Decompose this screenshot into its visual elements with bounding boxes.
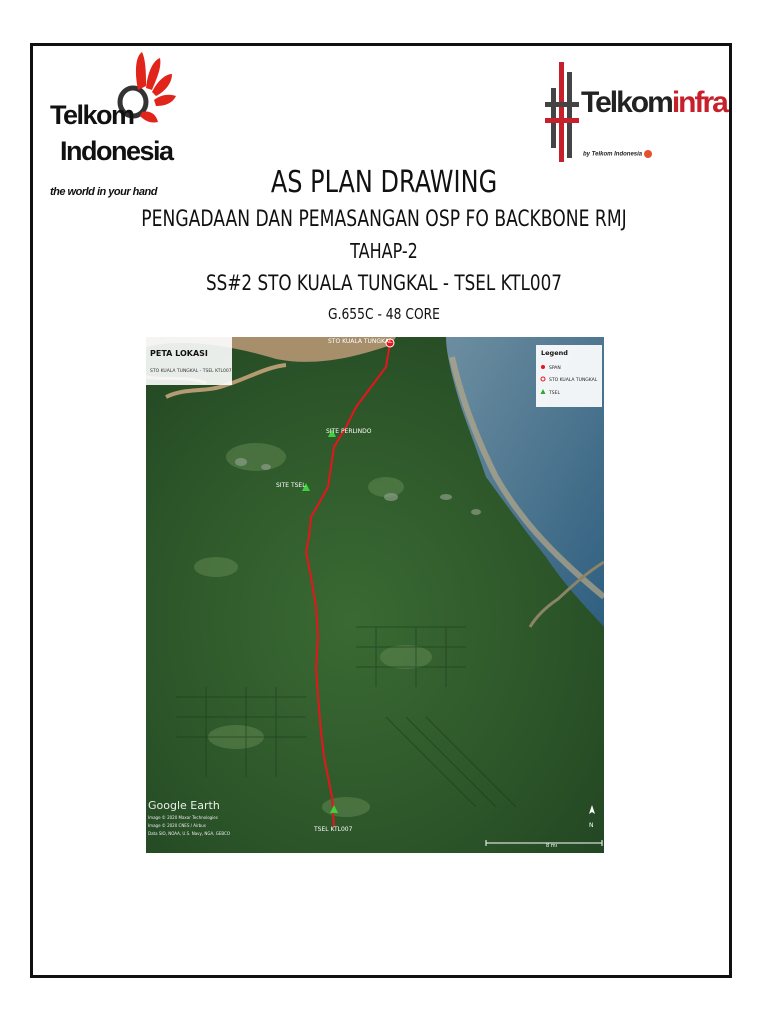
scale-label: 8 mi bbox=[546, 843, 558, 849]
infra-subtitle bbox=[583, 150, 652, 158]
infra-word-telkom: Telkom bbox=[581, 86, 672, 119]
label-site-perlindo: SITE PERLINDO bbox=[326, 428, 372, 435]
infra-dot-icon bbox=[644, 150, 652, 158]
legend-item-sto: STO KUALA TUNGKAL bbox=[549, 378, 598, 383]
legend-title: Legend bbox=[541, 349, 568, 357]
credit-line-1: Image © 2020 Maxar Technologies bbox=[148, 815, 218, 820]
location-map bbox=[146, 337, 604, 853]
map-panel-title: PETA LOKASI bbox=[150, 349, 208, 358]
legend-item-span: SPAN bbox=[549, 366, 561, 371]
logo-word-indonesia: Indonesia bbox=[60, 136, 173, 166]
project-stage: TAHAP-2 bbox=[350, 239, 418, 263]
logo-word-telkom: Telkom bbox=[50, 100, 134, 130]
map-info-panel bbox=[146, 337, 232, 385]
route-name: SS#2 STO KUALA TUNGKAL - TSEL KTL007 bbox=[206, 271, 562, 295]
logo-tagline: the world in your hand bbox=[50, 186, 157, 198]
telkom-infra-logo bbox=[545, 58, 735, 168]
infra-wordmark bbox=[581, 88, 727, 118]
label-sto: STO KUALA TUNGKAL bbox=[328, 338, 393, 345]
drawing-title: AS PLAN DRAWING bbox=[270, 165, 498, 200]
legend-span-icon bbox=[541, 365, 545, 369]
infra-bars-icon bbox=[545, 58, 581, 166]
cable-spec: G.655C - 48 CORE bbox=[328, 305, 440, 323]
north-label: N bbox=[589, 822, 594, 829]
infra-word-infra: infra bbox=[671, 86, 727, 119]
credit-line-3: Data SIO, NOAA, U.S. Navy, NGA, GEBCO bbox=[148, 831, 231, 836]
legend-item-tsel: TSEL bbox=[549, 391, 560, 396]
credit-line-2: Image © 2020 CNES / Airbus bbox=[148, 823, 206, 828]
label-site-tsel: SITE TSEL bbox=[276, 482, 306, 489]
project-name: PENGADAAN DAN PEMASANGAN OSP FO BACKBONE RMJ bbox=[141, 207, 627, 232]
map-panel-subtitle: STO KUALA TUNGKAL - TSEL KTL007 bbox=[150, 369, 232, 374]
label-tsel-end: TSEL KTL007 bbox=[314, 826, 353, 833]
satellite-map-image bbox=[146, 337, 604, 853]
map-legend bbox=[536, 345, 602, 407]
google-earth-watermark: Google Earth bbox=[148, 799, 220, 812]
infra-subtitle-text: by Telkom Indonesia bbox=[583, 151, 643, 158]
